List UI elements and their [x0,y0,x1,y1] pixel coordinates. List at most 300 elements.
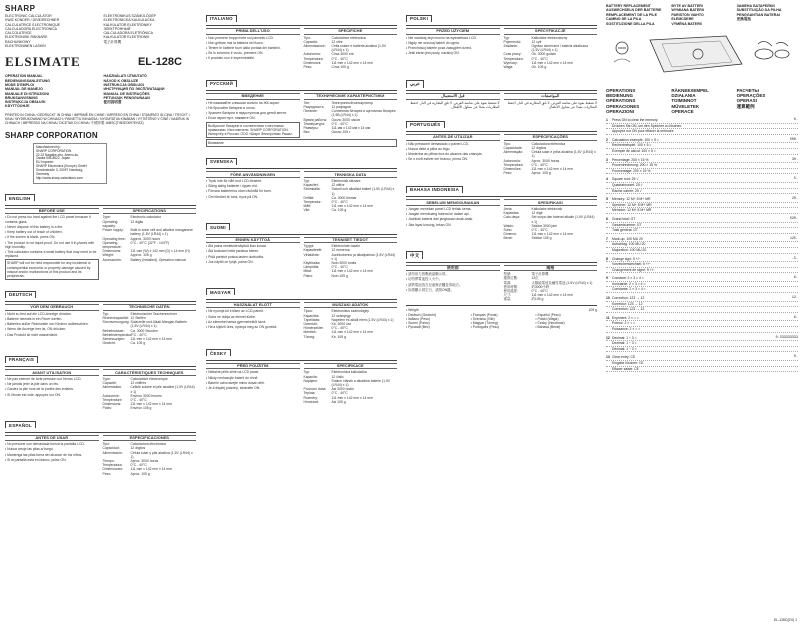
section-francais [5,348,196,410]
address-box [33,143,107,184]
spec-label: Tyyppi: [303,244,315,249]
lang-tab: SVENSKA [206,158,237,165]
before-use-heading: ENNEN KÄYTTÖÄ [206,237,300,244]
spec-value: Asi 105 g [331,399,346,404]
spec-heading: CARACTÉRISTIQUES TECHNIQUES [103,369,197,376]
spec-row [304,109,398,117]
spec-value: Noin 105 g [331,273,348,278]
spec-label: 使用時間: [503,284,519,289]
list-line: BEDIENUNG [606,93,634,99]
spec-value: Calcolatrice elettronica [331,35,366,40]
lang-body [206,90,397,147]
spec-value: Calculatrice électronique [130,376,168,381]
example-number: 3 [606,157,608,162]
list-line: INSTRUKCJA OBSŁUGI [103,82,144,87]
spec-label: Berat: [503,236,513,241]
corporation-name: SHARP CORPORATION [5,130,98,140]
before-use-heading: VOR DEM GEBRAUCH [5,304,99,311]
spec-value: Electronic calculator [130,215,161,220]
list-line: ELEKTRONISK RÄKNARE [5,35,48,40]
list-line: OPERAÇÕES [736,93,766,99]
spec-heading: TEKNISKA DATA [304,171,398,178]
spec-label: Üzemidő: [303,322,318,326]
section-espanol [5,414,196,476]
spec-value: Kalkulator elektroniczny [531,35,568,40]
spec-label: Type: [102,376,111,381]
example-text: Calculation example: 100 × 5 = [612,137,659,142]
before-use-heading: AVANT UTILISATION [5,369,99,376]
spec-row [504,297,598,301]
example-text: Potenz: 2 × = = [612,321,636,326]
spec-value: 12 numeroa [331,248,350,253]
instruction-item: • Wenn die Anzeige leer ist, ON drücken. [5,327,99,331]
ops-mid [671,88,732,114]
example-result: 0. [793,118,798,123]
lang-tab: ESPAÑOL [5,421,36,428]
example-result: 0. [793,355,798,360]
spec-row [304,65,398,69]
example-text: Mémoire: 12 M+ 8 M+ MR [612,208,652,213]
brand-logo: SHARP [5,4,36,13]
spec-label: 運算位數: [503,276,519,281]
instruction-item: • Не нажимайте слишком сильно на ЖК-экран. [206,101,300,105]
list-line: KÄYTTÖOHJE [5,104,30,109]
example-text: Eingabe löschen: CE [612,361,644,366]
list-line: CAMBIO DE LA PILA [606,17,642,22]
spec-value: Солнечная батарея и щелочная батарея (1,5В (LR44) x 1) [331,109,396,118]
example-text: Prozentrechnung: 200 × 15 % [612,163,657,168]
spec-heading: TECHNISCHE DATEN [103,304,197,311]
spec-label: Tipo: [303,35,311,40]
example-text: Constant: 2 × 3 = 4 = [612,276,644,281]
spec-value: Elektronischer Taschenrechner [130,311,177,316]
instruction-item: • Se lo schermo è vuoto, premere ON. [206,51,300,55]
weight-word: (Paino) [418,321,430,326]
spec-value: 12 számjegy [331,313,351,318]
spec-row [304,400,398,404]
weight-word: (Tömeg) [485,321,498,326]
section-arabic [406,72,597,110]
spec-label: Dimensions: [102,402,122,407]
spec-value: Calculadora electrónica [130,442,166,447]
example-text: Square root: 25 √ [612,177,639,182]
lang-body [406,196,597,240]
section-suomi [206,216,397,278]
list-line: CALCOLATRICE [5,31,32,36]
spec-value: 0°C - 40°C [531,288,548,293]
operations-headings [606,88,798,114]
instruction-item: • No presione con demasiada fuerza la pantalla LCD. [5,442,99,446]
example-text: Decimal: 1 ÷ 3 = [612,335,637,340]
instruction-item: • Non gettare mai la batteria nel fuoco. [206,41,300,45]
spec-value: 12位 [531,276,539,281]
list-line: BEDIENUNGSANLEITUNG [5,78,50,83]
spec-label: Peso: [303,65,313,69]
instruction-item: • Batterien außer Reichweite von Kindern aufbewahren. [5,322,99,326]
instruction-item: • Não pressione demasiado o painel LCD. [406,142,500,146]
spec-value: 111 mm x 142 mm x 14 mm [531,232,574,237]
battery-replacement-figure [606,30,798,82]
weight-lang: • Français [470,312,487,317]
example-result: 30. [791,157,798,162]
list-line: WYMIANA BATERII [671,8,704,13]
spec-value: 12 cifre [331,39,343,44]
spec-label: Alimentation: [102,385,123,390]
instruction-item: • This calculator contains a small battery that may need to be replaced. [5,250,99,258]
example-text: Aufschlag: 100 MU 20 [612,242,646,247]
spec-value: Cellule solaire et pile alcaline (1,5V (LR44) x 1) [130,385,195,394]
list-line: RACHUNKOWY [5,39,31,44]
weight-lang: • Magyar [470,321,486,326]
spec-value: 0°C - 40°C [331,265,348,270]
list-line: OPERATIONS [606,88,636,94]
spec-row [103,258,197,262]
spec-value: Approx. 105 g [130,253,152,258]
list-line: KALKULATOR ELEKTRONIK [103,35,150,40]
ops-left [606,88,667,114]
spec-value: Célula solar e pilha alcalina (1,5V (LR44) x 1) [531,150,596,159]
example-text: Effacer saisie: CE [612,366,639,371]
notice-box: SHARP will not be held responsible for any incidental or consequential economic or property damage caused by misuse and/or malfunctions of this product and its peripherals. [5,259,99,280]
spec-value: Elektronikus számológép [331,309,370,314]
weight-lang: • Русский [406,325,422,330]
spec-label: Poids: [102,406,112,411]
example-text: Mark-up: 100 MU 20 [612,236,643,241]
list-line: MANUAL DE INSTRUÇÕES [103,91,150,96]
list-line: Sonninstraße 3, 20097 Hamburg, [36,168,84,173]
spec-value: 111 mm x 142 mm x 14 mm [531,60,574,65]
spec-label: Capacidad: [102,446,120,451]
list-line: http://www.sharp-calculators.com [36,176,83,180]
list-line: NÁVOD K OBSLUZE [103,78,139,83]
lang-body [206,234,397,278]
example-number: 6 [606,216,608,221]
spec-label: Drifttid: [303,195,315,200]
spec-value: Asi 3000 hodin [331,387,354,392]
instruction-item: • Si l'écran est vide, appuyez sur ON. [5,393,99,397]
spec-label: Operating temperature: [102,240,122,249]
spec-heading: SPECIFICHE [304,28,398,35]
list-line: Osaka 545-8522, Japan [36,156,71,161]
hdr-mid [671,4,732,26]
spec-value: 111 mm x 142 mm x 14 mm [331,395,374,400]
spec-label: Capacità: [303,39,318,44]
instruction-item: • Nunca deite a pilha ao fogo. [406,147,500,151]
spec-value: 111 mm x 142 mm x 14 mm [331,60,374,65]
spec-value: 12 číslic [331,374,344,379]
example-number: 10 [606,296,610,301]
spec-label: Mitat: [303,269,312,274]
example-text: Constante: 2 × 3 = 4 = [612,287,646,292]
section-italiano [206,7,397,69]
titles-left [5,14,98,48]
series-logo: ELSIMATE [5,54,81,70]
battery-replacement-headings [606,4,798,26]
before-use-heading: قبل الاستعمال [406,93,500,100]
spec-label: Autonomie: [102,393,120,398]
list-line: OPERATION MANUAL [5,74,43,79]
manuals-left [5,74,98,108]
spec-value: 太陽能電池及鹼性電池 (1.5V (LR44) x 1) [531,280,593,285]
instruction-item: • Если экран пуст, нажмите ON. [206,116,300,120]
instruction-item: • Älä paina nestekidenäyttöä liian kovaa. [206,244,300,248]
hdr-left [606,4,667,26]
lang-tab: عربي [406,80,424,88]
spec-value: Approx. 3000 hours [130,236,161,241]
spec-label: Accessories: [102,257,122,262]
list-line: TOIMINNOT [671,98,697,104]
spec-label: Temperatura: [503,162,524,167]
calculator-back-icon [650,36,742,72]
spec-label: Température: [102,397,123,402]
spec-label: Размеры: [303,126,319,130]
spec-label: Catu daya: [503,215,520,220]
spec-heading: SPECIFICATIONS [103,208,197,215]
section-chinese [406,244,597,302]
spec-row [103,472,197,476]
example-number: 7 [606,236,608,241]
list-line: ELECTRONIC CALCULATOR [5,14,52,18]
example-text: Gesamtsumme: GT [612,222,642,227]
spec-heading: SPECIFIKACE [304,363,398,370]
lang-body [5,205,196,280]
spec-row [304,379,398,387]
instruction-item: • Soha ne dobja az elemet tűzbe. [206,315,300,319]
instruction-item: • Jeśli ekran jest pusty, naciśnij ON. [406,51,500,55]
spec-value: 111 мм x 142 мм x 14 мм [331,126,371,130]
spec-row [103,451,197,459]
example-text: Quadratwurzel: 25 √ [612,182,643,187]
instruction-item: • Jos näyttö on tyhjä, paina ON. [206,260,300,264]
spec-label: Wymiary: [503,60,518,65]
example-number: 2 [606,137,608,142]
instruction-item: • Älä koskaan heitä paristoa tuleen. [206,249,300,253]
spec-value: Kb. 105 g [331,334,347,339]
before-use-heading: 使用前 [406,265,500,272]
example-result: 8. [793,315,798,320]
before-use-heading: FÖRE ANVÄNDNINGEN [206,171,300,178]
weight-value: 105 g [588,307,597,312]
example-result: 12. [791,296,798,301]
list-line: BYTE AV BATTERI [671,4,703,8]
calculator-back-illustration [606,30,798,82]
list-line: 使用說明書 [103,100,122,105]
example-text: Korrektur: 123 → 12 [612,301,643,306]
spec-label: Autonomia: [303,52,321,57]
spec-heading: 規格 [504,265,598,272]
spec-value: Built-in solar cell and alkaline manganese battery (1.5V (LR44) x 1) [130,228,193,237]
weight-table [406,305,597,330]
list-line: ELEKTRONINEN LASKIN [5,44,46,49]
list-line: 22-22 Nagaike-cho, Abeno-ku, [36,152,80,157]
example-separator [606,372,798,375]
example-text: Correction: 123 → 12 [612,307,645,312]
logo-row [5,54,196,70]
weight-lang: • Español [535,312,551,317]
list-line: OPERASI [736,98,757,104]
spec-label: Kapasiteetti: [303,248,323,253]
spec-label: Typ: [303,370,310,375]
instruction-item: • Om fönstret är tomt, tryck på ON. [206,195,300,199]
lang-tab: MAGYAR [206,288,235,295]
spec-value: 0°C - 40°C [331,56,348,61]
spec-value: 0°C - 40°C [331,121,348,126]
list-line: VÝMĚNA BATERIÍ [671,21,702,26]
list-line: CALCULATRICE ELECTRONIQUE [5,22,60,27]
instruction-item: • Batterie niemals in ein Feuer werfen. [5,317,99,321]
ops-right [737,88,798,114]
list-line: ЗАМЕНА БАТАРЕЙКИ [736,4,775,8]
spec-value: Environ 3000 heures [130,393,162,398]
spec-value: Solarzelle und Alkali-Mangan-Batterie (1,5V (LR44) x 1) [130,320,188,329]
spec-value: Ca. 105 g [130,341,146,346]
spec-row [103,320,197,328]
spec-row [103,341,197,345]
list-line: EU Importer: [36,160,55,165]
spec-label: Tipo: [503,141,511,146]
instruction-item: • Mantenga las pilas fuera del alcance de los niños. [5,453,99,457]
instruction-item: • Mantenha as pilhas fora do alcance das crianças. [406,152,500,156]
list-line: Manufactured by: [36,144,61,149]
lang-body [406,25,597,69]
spec-label: Kapacitet: [303,183,319,188]
spec-row [304,44,398,52]
spec-value: Около 105 г [331,130,351,135]
example-number: 1 [606,118,608,123]
spec-value: 12 digits [130,219,144,224]
instruction-item: • Ne pas exercer de forte pression sur l'écran LCD. [5,377,99,381]
spec-label: Разрядность: [303,104,325,109]
list-line: ELEMCSERE [671,17,694,22]
spec-label: Capacidade: [503,145,523,150]
spec-value: Ok. 3000 godzin [531,52,557,57]
spec-label: Dimensões: [503,166,522,171]
list-line: ELEKTRONICKÁ KALKULAČKA [103,18,155,23]
list-line: MŰVELETEK [671,103,700,109]
spec-value: 111 mm x 142 mm x 14 mm [331,269,374,274]
list-line: PARISTON VAIHTO [671,12,704,17]
column-1 [0,0,200,625]
instruction-item: • Pidä paristot poissa lasten ulottuvilta. [206,255,300,259]
list-line: REMPLACEMENT DE LA PILE [606,12,657,17]
list-line: OPERAZIONI [606,108,635,114]
example-text: Rechenbeispiel: 100 × 5 = [612,143,652,148]
spec-label: Dimensions: [102,249,122,254]
spec-value: Sekitar 3000 jam [531,223,557,228]
example-text: Speicher: 12 M+ 8 M+ MR [612,202,652,207]
spec-label: Tipo: [102,442,110,447]
spec-value: Circa 105 g [331,65,349,69]
spec-heading: MŰSZAKI ADATOK [304,302,398,309]
instruction-item: • Nigdy nie wrzucaj baterii do ognia. [406,41,500,45]
spec-label: Power supply: [102,228,124,233]
manuals-right [104,74,197,108]
column-4 [603,0,802,625]
spec-value: Environ 105 g [130,406,152,411]
weight-word: (Waga) [547,317,559,321]
hdr-right [737,4,798,26]
spec-value: Elektronisk räknare [331,178,361,183]
spec-value: Elektronická kalkulačka [331,370,367,375]
instruction-item: • Przechowuj baterie poza zasięgiem dzieci. [406,46,500,50]
example-result: 20. [791,197,798,202]
instruction-item: • 如果顯示屏空白，請按ON鍵。 [406,288,500,292]
spec-label: Napájení: [303,378,319,383]
spec-label: 尺寸: [503,293,512,298]
weight-entry [406,325,468,329]
spec-label: Alimentazione: [303,43,326,48]
spec-label: Typ: [102,311,109,316]
spec-value: 0°C - 40°C [331,391,348,396]
list-line: SHARP Electronics (Europe) GmbH [36,164,87,169]
spec-label: Peso: [503,171,513,176]
instruction-item: • Je-li displej prázdný, stiskněte ON. [206,386,300,390]
lang-tab: ČESKY [206,349,231,356]
product-titles [5,14,196,48]
spec-value: Napelem és alkáli elem (1,5V (LR44) x 1) [331,317,394,322]
spec-label: Vikt: [303,208,311,213]
column-3 [403,0,600,625]
spec-label: Время работы: [303,117,328,122]
example-text: Changement de signe: 5 +/− [612,267,655,272]
instruction-item: • Si la pantalla está en blanco, pulse ON. [5,458,99,462]
lang-tab: DEUTSCH [5,291,36,298]
spec-heading: SPESIFIKASI [504,199,598,206]
spec-value: Aprox. 105 g [130,471,150,476]
before-use-heading: BEFORE USE [5,208,99,215]
instruction-item: • Ha a kijelző üres, nyomja meg az ON gombot. [206,325,300,329]
spec-label: Tápellátás: [303,317,321,322]
warning-box [206,139,397,147]
lang-tab: SUOMI [206,223,230,230]
example-result: 500. [789,137,798,142]
spec-value: Elektroninen laskin [331,244,360,249]
section-deutsch [5,283,196,345]
spec-label: 使用溫度: [503,288,519,293]
spec-value: Ogniwo słoneczne i bateria alkaliczna (1,5V (LR44) x 1) [531,43,589,53]
instruction-item: • Do not press too hard against the LCD panel because it contains glass. [5,215,99,223]
spec-label: Rechenkapazität: [102,315,129,320]
before-use-heading: PŘED POUŽITÍM [206,363,300,370]
spec-value: Solcell och alkaliskt batteri (1,5V (LR44) x 1) [331,187,395,196]
spec-value: Cella solare e batteria alcalina (1,5V (LR44) x 1) [331,43,386,53]
spec-value: 12 cyfr [531,39,542,44]
spec-label: Hmotnost: [303,399,319,404]
lang-body [5,432,196,476]
spec-label: Temperatur: [303,200,322,204]
lang-body [406,131,597,175]
section-portugues [406,113,597,175]
spec-label: Típus: [303,309,313,314]
instruction-item: • If the screen is blank, press ON. [5,235,99,239]
spec-label: Tömeg: [303,334,315,339]
spec-label: Alimentación: [102,450,123,455]
spec-label: Pojemność: [503,39,522,44]
titles-right [104,14,197,48]
list-line: 更換電池 [736,17,752,22]
instruction-item: • Jangan menekan panel LCD terlalu keras. [406,207,500,211]
example-result: -5. [791,256,798,261]
instruction-item: • Gardez la pile hors de la portée des enfants. [5,387,99,391]
list-line: MODE D'EMPLOI [5,82,35,87]
spec-label: Dimensioni: [303,60,322,65]
spec-label: Питание: [303,109,318,114]
list-line: DZIAŁANIA [671,93,696,99]
section-svenska [206,150,397,212]
spec-value: Aprox. 3000 horas [130,458,159,463]
lang-body [5,366,196,410]
section-polski [406,7,597,69]
